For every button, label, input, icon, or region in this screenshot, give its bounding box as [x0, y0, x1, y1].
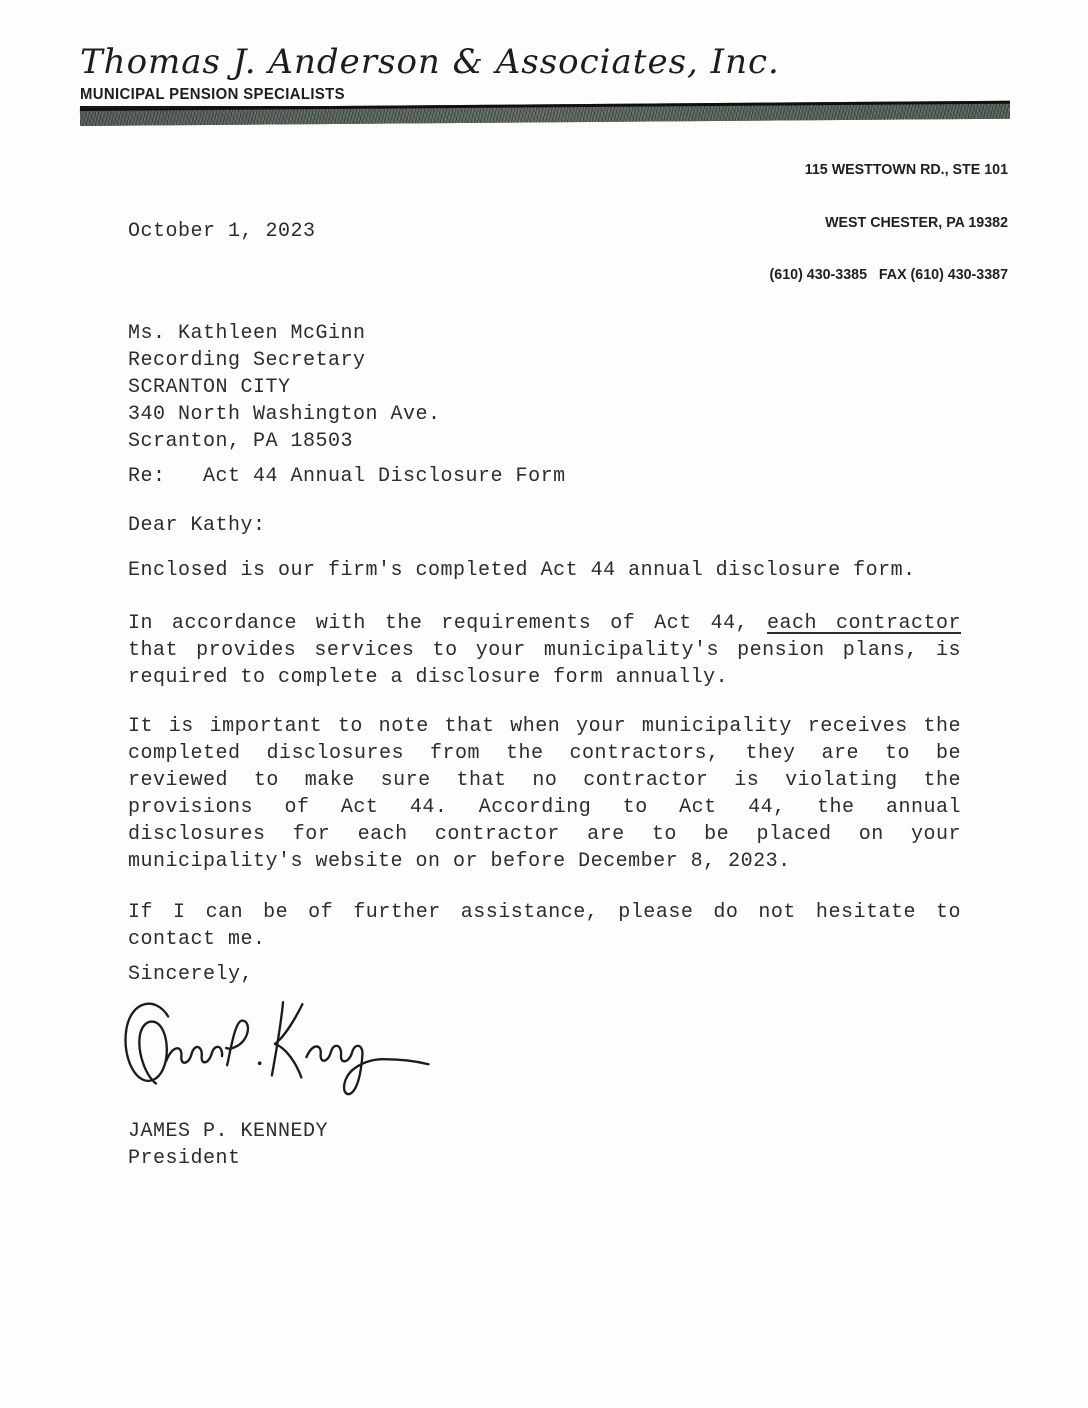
paragraph-4-line2: contact me.: [128, 928, 266, 951]
recipient-city-state-zip: Scranton, PA 18503: [128, 430, 354, 453]
subject-line: Re: Act 44 Annual Disclosure Form: [128, 465, 566, 488]
paragraph-3: [128, 713, 961, 875]
paragraph-3-line4: provisions of Act 44. According to Act 44, the annual: [128, 796, 961, 819]
paragraph-2-underlined-phrase: each contractor: [767, 612, 962, 635]
handwritten-signature: [120, 990, 438, 1110]
paragraph-3-line3: reviewed to make sure that no contractor is violating the: [128, 769, 961, 792]
paragraph-4-line1: If I can be of further assistance, please do not hesitate to: [128, 901, 961, 924]
recipient-organization: SCRANTON CITY: [128, 376, 291, 399]
paragraph-3-line1: It is important to note that when your municipality receives the: [128, 715, 961, 738]
recipient-address-block: [128, 320, 961, 455]
recipient-title: Recording Secretary: [128, 349, 366, 372]
letter-body: [128, 218, 961, 1172]
recipient-street: 340 North Washington Ave.: [128, 403, 441, 426]
letter-date: October 1, 2023: [128, 220, 316, 243]
paragraph-2-line3: required to complete a disclosure form annually.: [128, 666, 729, 689]
signer-title: President: [128, 1147, 241, 1170]
paragraph-1: [128, 557, 961, 584]
paragraph-2-line2: that provides services to your municipality's pension plans, is: [128, 639, 961, 662]
paragraph-3-line2: completed disclosures from the contractors, they are to be: [128, 742, 961, 765]
letterhead-address-line1: 115 WESTTOWN RD., STE 101: [804, 161, 1008, 178]
paragraph-2-line1-prefix: In accordance with the requirements of Act 44,: [128, 612, 768, 635]
letterhead-address-line2: WEST CHESTER, PA 19382: [825, 213, 1008, 231]
signer-typed-name: JAMES P. KENNEDY: [128, 1120, 329, 1143]
paragraph-2-line1: [128, 610, 961, 637]
paragraph-2: [128, 610, 961, 691]
paragraph-3-line6: municipality's website on or before December 8, 2023.: [128, 850, 791, 873]
paragraph-4: [128, 899, 961, 953]
closing: Sincerely,: [128, 963, 254, 986]
paragraph-1-text: Enclosed is our firm's completed Act 44 annual disclosure form.: [128, 559, 916, 582]
letterhead-phone-fax: (610) 430-3385 FAX (610) 430-3387: [769, 266, 1008, 283]
company-name: Thomas J. Anderson & Associates, Inc.: [80, 42, 780, 82]
recipient-name: Ms. Kathleen McGinn: [128, 322, 366, 345]
paragraph-3-line5: disclosures for each contractor are to be placed on your: [128, 823, 961, 846]
company-tagline: MUNICIPAL PENSION SPECIALISTS: [80, 86, 349, 108]
salutation: Dear Kathy:: [128, 514, 266, 537]
